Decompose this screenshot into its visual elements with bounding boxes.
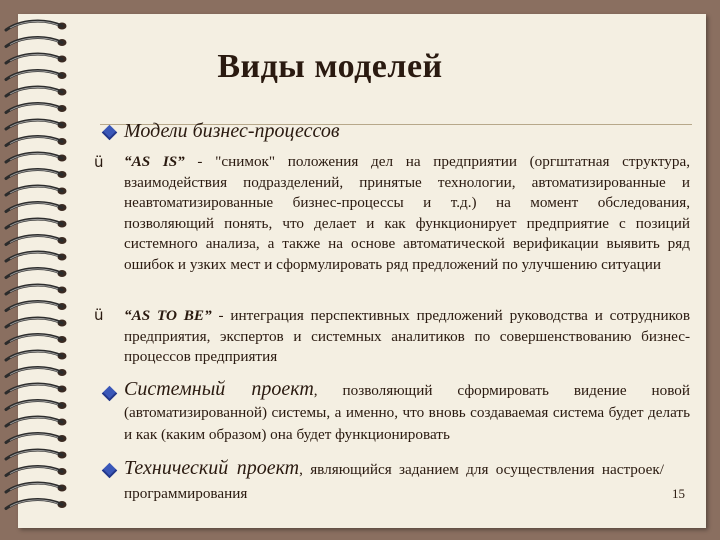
binding-ring: [6, 500, 67, 509]
binding-ring: [6, 434, 67, 443]
system-project-text: , позволяющий сформировать видение новой (автоматизированной) системы, а именно, что вновь создаваемая система будет делать и как (каким образом) она будет функционировать: [124, 382, 690, 443]
binding-ring: [6, 351, 67, 360]
as-is-paragraph: [124, 152, 690, 275]
check-icon: ü: [94, 306, 104, 324]
as-is-term: “AS IS”: [124, 153, 185, 170]
business-models-heading: Модели бизнес-процессов: [124, 120, 340, 142]
binding-ring: [6, 285, 67, 294]
spiral-binding: [0, 18, 80, 528]
binding-ring: [6, 186, 67, 195]
binding-ring: [6, 252, 67, 261]
binding-ring: [6, 153, 67, 162]
as-is-text: - "снимок" положения дел на предприятии (оргштатная структура, взаимодействия подразделений, принятые технологии, автоматизированные и неавтоматизированные бизнес-процессы и т.д.) на момент обследования, позволяющий понять, что делает и как функционирует предприятие с позиций системного анализа, а также на основе автоматической верификации выявить ряд ошибок и узких мест и сформулировать ряд предложений по улучшению ситуации: [124, 153, 690, 273]
as-to-be-text: - интеграция перспективных предложений руководства и сотрудников предприятия, экспертов и системных аналитиков по совершенствованию бизнес-процессов предприятия: [124, 307, 690, 365]
page-number: 15: [672, 486, 685, 501]
binding-ring: [6, 236, 67, 245]
binding-ring: [6, 54, 67, 63]
technical-project-paragraph: [124, 456, 664, 506]
binding-ring: [6, 87, 67, 96]
binding-ring: [6, 417, 67, 426]
binding-ring: [6, 71, 67, 80]
binding-ring: [6, 170, 67, 179]
binding-ring: [6, 21, 67, 30]
binding-ring: [6, 219, 67, 228]
check-icon: ü: [94, 153, 104, 171]
as-to-be-paragraph: [124, 306, 690, 368]
binding-ring: [6, 120, 67, 129]
binding-ring: [6, 483, 67, 492]
binding-ring: [6, 368, 67, 377]
binding-ring: [6, 384, 67, 393]
binding-ring: [6, 401, 67, 410]
system-project-heading: Системный проект: [124, 378, 314, 400]
binding-ring: [6, 137, 67, 146]
binding-ring: [6, 269, 67, 278]
binding-ring: [6, 203, 67, 212]
binding-ring: [6, 104, 67, 113]
technical-project-heading: Технический проект: [124, 457, 300, 479]
binding-ring: [6, 467, 67, 476]
as-to-be-term: “AS TO BE”: [124, 307, 212, 324]
slide-title: Виды моделей: [217, 48, 443, 85]
binding-ring: [6, 318, 67, 327]
binding-ring: [6, 302, 67, 311]
binding-ring: [6, 38, 67, 47]
binding-ring: [6, 450, 67, 459]
binding-ring: [6, 335, 67, 344]
technical-project-text: , являющийся заданием для осуществления настроек/программирования: [124, 461, 664, 502]
system-project-paragraph: [124, 378, 690, 446]
